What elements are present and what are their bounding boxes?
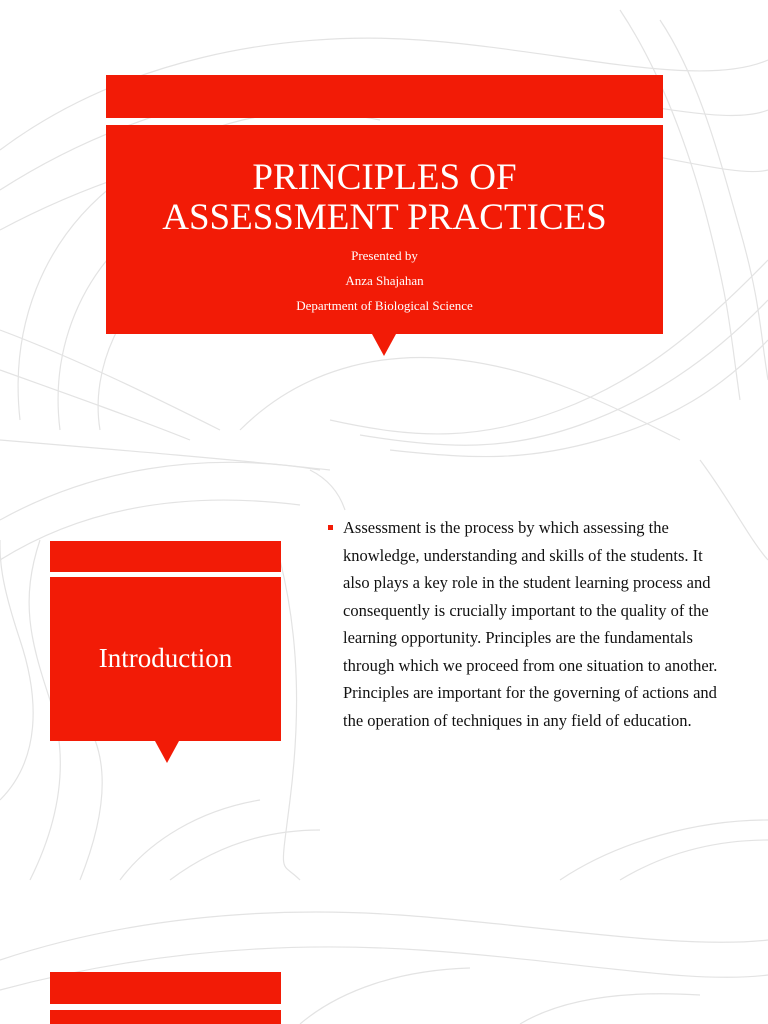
slide-title-line-2: ASSESSMENT PRACTICES (162, 197, 607, 238)
slide-title-line-1: PRINCIPLES OF (252, 157, 517, 198)
intro-top-band (50, 541, 281, 572)
title-top-band (106, 75, 663, 118)
next-slide-panel (50, 1010, 281, 1024)
department-name: Department of Biological Science (296, 298, 473, 313)
presented-by-label: Presented by (351, 248, 418, 263)
slide-title (106, 158, 663, 238)
intro-panel-pointer (155, 741, 179, 763)
title-panel-pointer (372, 334, 396, 356)
author-name: Anza Shajahan (345, 273, 424, 288)
bullet-square-icon (328, 525, 333, 530)
next-slide-top-band (50, 972, 281, 1004)
intro-heading: Introduction (98, 643, 233, 673)
intro-bullet-list (328, 514, 718, 734)
intro-bullet-text: Assessment is the process by which assessing the knowledge, understanding and skills of the students. It also plays a key role in the student learning process and consequently is crucially important to the quality of the learning opportunity. Principles are the fundamentals through which we proceed from one situation to another. Principles are important for the governing of actions and the operation of techniques in any field of education. (343, 518, 718, 730)
